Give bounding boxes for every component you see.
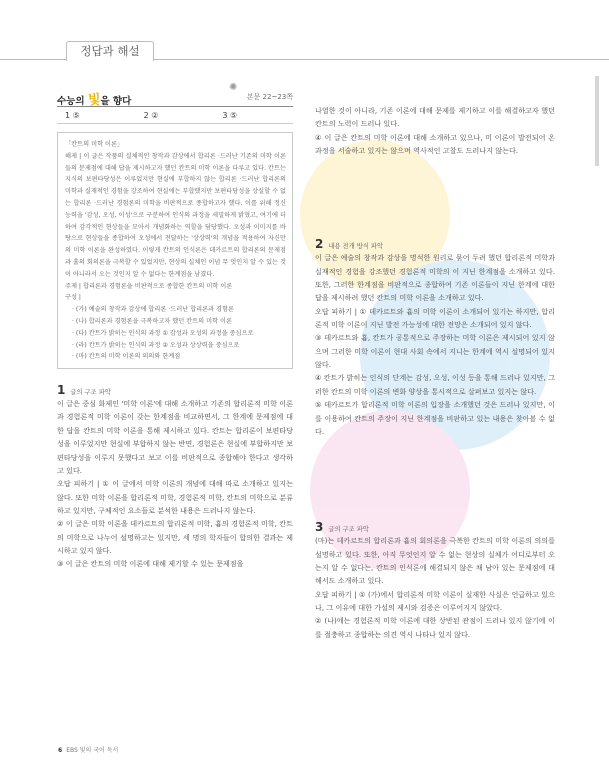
section-1-body xyxy=(57,397,293,570)
outline-item: · (가) 예술의 창작과 감상에 합리론 ·드러난 합리론과 경험론 xyxy=(72,306,234,314)
left-column xyxy=(57,82,293,571)
summary-theme: 주제 | 합리론과 경험론을 비판적으로 종합한 칸트의 미학 이론 xyxy=(65,282,233,290)
paragraph: ④ 칸트가 밝히는 인식의 단계는 감성, 오성, 이성 등을 통해 드러나 있지만, 그러한 칸트의 미학 이론의 변화 양상을 통시적으로 살펴보고 있지는 않다. xyxy=(315,373,555,396)
section-3-tag: 글의 구조 파악 xyxy=(328,526,369,534)
summary-structure-label: 구성 | xyxy=(65,294,82,302)
brand-bar xyxy=(57,82,293,108)
outline-item: · (라) 칸트가 밝히는 인식의 과정 ② 오성과 상상력을 중심으로 xyxy=(72,341,240,349)
footer-text: EBS 빛의 국어 독서 xyxy=(66,747,119,754)
paragraph: (마)는 데카르트의 합리론과 흄의 회의론을 극복한 칸트의 미학 이론의 의의를 설명하고 있다. 또한, 아직 무엇인지 알 수 없는 현상의 실체가 어디로부터 오는지 알 수 없다는, 칸트의 인식론에 해결되지 않은 채 남아 있는 문제점에 대해서도 소개하고 있다. xyxy=(315,536,555,586)
section-2-tag: 내용 전개 방식 파악 xyxy=(328,243,384,251)
edge-marker xyxy=(595,76,599,166)
paragraph: 이 글은 중심 화제인 '미학 이론'에 대해 소개하고 기존의 합리론적 미학 이론과 경험론적 미학 이론이 갖는 한계점을 비교하면서, 그 한계에 문제점에 대한 답을 칸트의 미학 이론을 통해 제시하고 있다. 칸트는 합리론이 보편타당성을 이루었지만 현실에 부합하지 않는 반면, 경험론은 현실에 부합하지만 보편타당성을 이루지 못했다고 보고 이를 비판적으로 종합해야 한다고 생각하고 있다. xyxy=(57,399,293,475)
answer-row xyxy=(57,107,293,124)
header-tab: 정답과 해설 xyxy=(66,41,154,61)
paragraph: ③ 이 글은 칸트의 미학 이론에 대해 제기할 수 있는 문제점을 xyxy=(57,559,244,569)
answer-3: 3 ⑤ xyxy=(222,110,238,120)
section-3-number: 3 xyxy=(315,520,324,535)
summary-outline xyxy=(65,304,286,363)
paragraph: 오답 피하기 | ① 데카르트와 흄의 미학 이론이 소개되어 있기는 하지만, 합리론적 미학 이론이 지닌 발전 가능성에 대한 전망은 소개되어 있지 않다. xyxy=(315,306,555,330)
brand-title: 수능의 빛을 향다 xyxy=(57,93,132,108)
paragraph: 이 글은 예술의 창작과 감상을 명석한 원리로 묶어 두려 했던 합리론적 미학과 실재적인 경험을 강조했던 경험론적 미학의 이 지닌 한계점을 소개하고 있다. 또한, 그러한 한계점을 비판적으로 종합하여 기존 이론들이 지닌 한계에 대한 답을 제시하려 했던 칸트의 미학 이론을 소개하고 있다. xyxy=(315,253,555,303)
brand-pages: 본문 22~23쪽 xyxy=(246,93,293,101)
brand-title-emphasis: 빛 xyxy=(87,93,101,108)
right-column xyxy=(315,104,555,641)
page-header xyxy=(0,36,609,66)
paragraph: 나열한 것이 아니라, 기존 이론에 대해 문제를 제기하고 이를 해결하고자 했던 칸트의 노력이 드러나 있다. xyxy=(315,106,555,129)
paragraph: ⑤ 데카르트가 합리론적 미학 이론의 입장을 소개했던 것은 드러나 있지만, 이를 이용하여 칸트의 주장이 지닌 한계점을 비판하고 있는 내용은 찾아볼 수 없다. xyxy=(315,400,555,436)
section-1-heading xyxy=(57,383,293,397)
paragraph: ④ 이 글은 칸트의 미학 이론에 대해 소개하고 있으나, 미 이론이 발전되어 온 과정을 서술하고 있지는 않으며 역사적인 고찰도 드러나지 않는다. xyxy=(315,132,555,156)
summary-title: 「칸트의 미학 이론」 xyxy=(65,141,124,148)
section-3-heading xyxy=(315,520,555,534)
page-footer xyxy=(58,745,118,754)
section-2-number: 2 xyxy=(315,237,324,252)
page-number: 6 xyxy=(58,747,63,754)
section-1-number: 1 xyxy=(57,383,66,398)
answer-1: 1 ⑤ xyxy=(65,110,80,120)
answer-2: 2 ② xyxy=(143,110,159,120)
paragraph: ② (나)에는 경험론적 미학 이론에 대한 상반된 관점이 드러나 있지 않기에 이를 절충하고 종합하는 의견 역시 나타나 있지 않다. xyxy=(315,616,555,639)
outline-item: · (마) 칸트의 미학 이론의 의의와 한계점 xyxy=(72,353,181,361)
section-2-heading xyxy=(315,237,555,251)
outline-item: · (나) 합리론과 경험론을 극복하고자 했던 칸트의 미학 이론 xyxy=(72,317,233,325)
summary-box xyxy=(57,132,293,369)
continued-text xyxy=(315,104,555,157)
paragraph: ② 이 글은 미학 이론을 데카르트의 합리론적 미학, 흄의 경험론적 미학, 칸트의 미학으로 나누어 설명하고는 있지만, 세 명의 학자들이 합의한 결과는 제시하고 있지 않다. xyxy=(57,519,293,555)
paragraph: 오답 피하기 | ① (가)에서 합리론적 미학 이론이 실재한 사실은 언급하고 있으나, 그 이유에 대한 가설의 제시와 검증은 이루어지지 않았다. xyxy=(315,589,555,612)
outline-item: · (다) 칸트가 밝히는 인식의 과정 ① 감성과 오성의 과정을 중심으로 xyxy=(72,329,254,337)
section-2-body xyxy=(315,251,555,438)
section-1-tag: 글의 구조 파악 xyxy=(70,389,111,397)
section-3-body xyxy=(315,534,555,641)
lightbulb-icon: ✺ xyxy=(229,82,238,93)
summary-body: 해제 | 이 글은 작품의 실체적인 창작과 감상에서 합리론 ·드러난 기존의 미학 이론들의 문제점에 대해 답을 제시하고자 했던 칸트의 미학 이론을 다루고 있다. 칸트는 지식의 보편타당성은 이루었지만 현실에 부합하지 않는 합리론 ·드러난 합리론의 미학과 실재적인 경험을 강조하여 현실에는 부합했지만 보편타당성을 상실할 수 없는 합리론 ·드러난 경험론의 미학을 비판적으로 종합하고자 했다. 이를 위해 정신 능력을 '감성, 오성, 이성'으로 구분하여 인식의 과정을 세밀하게 밝혔고, 여기에 더하여 감각적인 현상들을 모아서 개념화하는 역할을 담당했다. 오성과 이미지를 바탕으로 현상들을 종합하여 오성에서 전달하는 '상상력'의 개념을 적용하여 자신만의 미학 이론을 완성하였다. 이렇게 칸트의 인식론은 데카르트의 합리론의 문제점과 흄의 회의론을 극복할 수 있었지만, 현상의 실체인 이념 무 엇인지 알 수 있는 것이 아니라서 오는 것인지 알 수 없다는 한계점을 남겼다. xyxy=(65,152,286,278)
paragraph: ③ 데카르트와 흄, 칸트가 공통적으로 주장하는 미학 이론은 제시되어 있지 않으며 그러한 미학 이론이 현대 사회 속에서 지니는 한계에 역시 설명되어 있지 않다. xyxy=(315,333,555,370)
paragraph: 오답 피하기 | ① 이 글에서 미학 이론의 개념에 대해 따로 소개하고 있지는 않다. 또한 미학 이론을 합리론적 미학, 경험론적 미학, 칸트의 미학으로 분류하고 있지만, 구체적인 요소들로 분석한 내용은 드러나지 않는다. xyxy=(57,479,293,515)
